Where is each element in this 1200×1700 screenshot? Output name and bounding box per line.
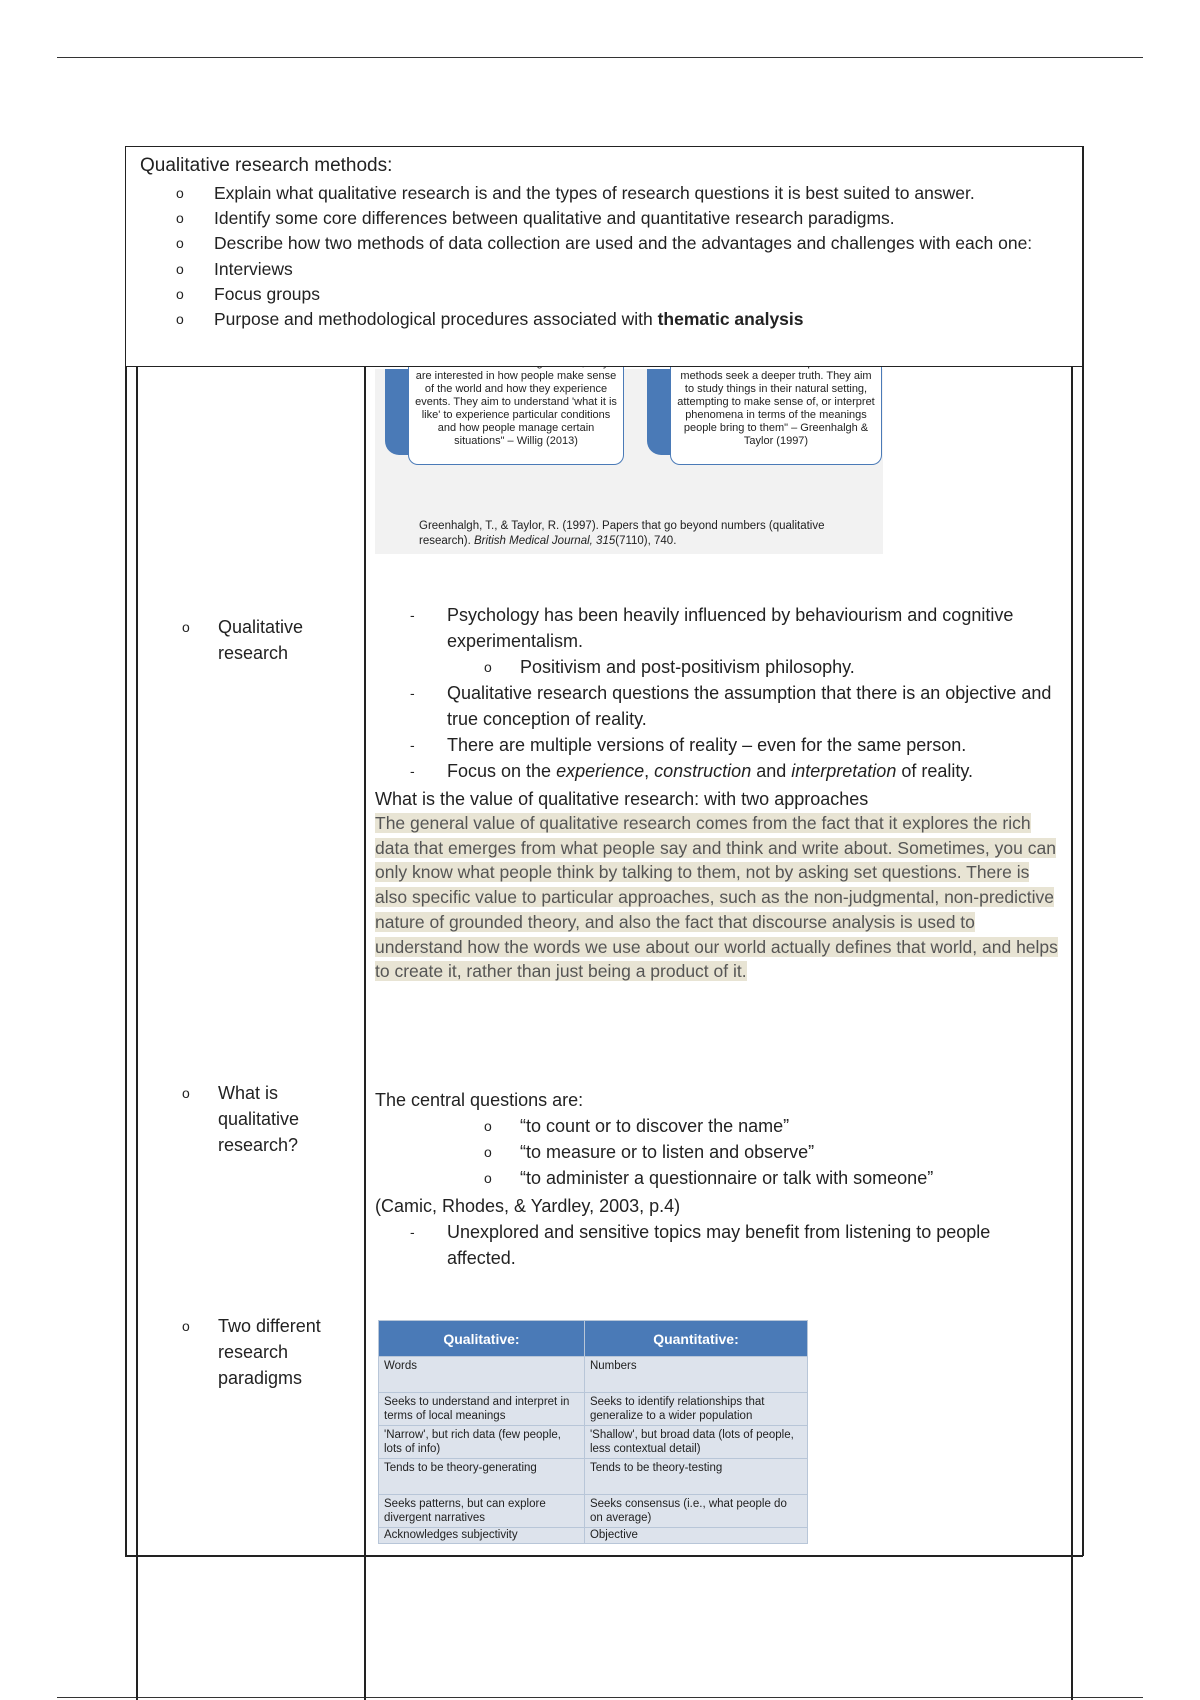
list-item: o “to count or to discover the name” [410,1113,1060,1139]
central-questions-list [410,1113,1060,1191]
paradigms-comparison-table [378,1320,808,1544]
table-cell: Seeks consensus (i.e., what people do on average) [584,1495,807,1528]
table-cell: Seeks to understand and interpret in terms of local meanings [379,1393,585,1426]
list-item: o “to administer a questionnaire or talk with someone” [410,1165,1060,1191]
table-cell: 'Shallow', but broad data (lots of people, less contextual detail) [584,1426,807,1459]
table-column-divider [364,367,366,1700]
table-cell: Seeks patterns, but can explore divergent narratives [379,1495,585,1528]
table-header-quantitative: Quantitative: [584,1321,807,1357]
objective-bold-term: thematic analysis [657,308,804,329]
objective-item: o Explain what qualitative research is and the types of research questions it is best suited to answer. [176,181,1036,206]
central-questions-intro: The central questions are: [375,1090,584,1110]
circle-bullet-icon: o [182,1085,190,1101]
circle-bullet-icon: o [176,285,184,302]
table-cell: 'Narrow', but rich data (few people, lots of info) [379,1426,585,1459]
list-item: - There are multiple versions of reality – even for the same person. [410,732,1060,758]
list-item: - Focus on the experience, construction and interpretation of reality. [410,758,1060,784]
circle-bullet-icon: o [182,1318,190,1334]
circle-bullet-icon: o [484,1170,492,1186]
dash-bullet-icon: - [410,763,415,779]
circle-bullet-icon: o [176,185,184,201]
circle-bullet-icon: o [176,210,184,226]
circle-bullet-icon: o [176,260,184,277]
table-row [379,1393,808,1426]
table-row [379,1495,808,1528]
value-highlighted-text: The general value of qualitative research comes from the fact that it explores the rich data that emerges from what people say and think and write about. Sometimes, you can only know what people think by talking to them, not by asking set questions. There is also specific value to particular approaches, such as the non-judgmental, non-predictive nature of grounded theory, and also the fact that discourse analysis is used to understand how the words we use about our world actually defines that world, and helps to create it, rather than just being a product of it. [375,813,1058,982]
dash-bullet-icon: - [410,1224,415,1240]
header-rule [57,57,1143,58]
objective-item: o Focus groups [176,282,1036,307]
table-row [379,1528,808,1544]
list-item: - Qualitative research questions the assumption that there is an objective and true conception of reality. [410,680,1060,732]
table-row [379,1357,808,1393]
objectives-title: Qualitative research methods: [140,155,393,176]
table-clip-mask [370,1557,820,1617]
value-heading: What is the value of qualitative research: with two approaches [375,789,869,809]
left-label-qualitative-research: o Qualitative research [182,614,362,666]
table-cell: Tends to be theory-generating [379,1459,585,1495]
table-cell: Tends to be theory-testing [584,1459,807,1495]
objective-item: o Purpose and methodological procedures associated with thematic analysis [176,307,1036,332]
what-is-note [410,1219,1060,1271]
list-item: - Unexplored and sensitive topics may benefit from listening to people affected. [410,1219,1060,1271]
dash-bullet-icon: - [410,685,415,701]
quote-card-right: methods seek a deeper truth. They aim to study things in their natural setting, attempting to make sense of, or interpret phenomena in terms of the meanings people bring to them" – Greenhalgh & Taylor (1997) [670,355,882,465]
qualitative-research-bullets [410,602,1060,784]
objectives-box [125,146,1083,367]
objective-item: o Identify some core differences between qualitative and quantitative research paradigms. [176,206,1036,231]
list-item: - Psychology has been heavily influenced by behaviourism and cognitive experimentalism. [410,602,1060,654]
table-cell: Numbers [584,1357,807,1393]
circle-bullet-icon: o [176,310,184,327]
table-row [379,1426,808,1459]
table-border-right-inner [1071,367,1073,1700]
table-header-qualitative: Qualitative: [379,1321,585,1357]
circle-bullet-icon: o [182,619,190,635]
table-border-left-inner [136,367,138,1700]
table-cell: Objective [584,1528,807,1544]
circle-bullet-icon: o [484,1144,492,1160]
objective-item: o Interviews [176,257,1036,282]
left-label-what-is: o What is qualitative research? [182,1080,362,1158]
list-item: o Positivism and post-positivism philosophy. [410,654,1060,680]
quote-figure-fragment [375,369,883,554]
table-cell: Acknowledges subjectivity [379,1528,585,1544]
left-label-paradigms: o Two different research paradigms [182,1313,362,1391]
quote-card-left: are interested in how people make sense of the world and how they experience events. They aim to understand 'what it is like' to experience particular conditions and how people manage certain situations" – Willig (2013) [408,355,624,465]
list-item: o “to measure or to listen and observe” [410,1139,1060,1165]
circle-bullet-icon: o [484,659,492,675]
table-row [379,1459,808,1495]
footer-rule [57,1697,1143,1698]
objective-item: o Describe how two methods of data collection are used and the advantages and challenges with each one: [176,231,1036,257]
citation: (Camic, Rhodes, & Yardley, 2003, p.4) [375,1196,681,1216]
dash-bullet-icon: - [410,737,415,753]
dash-bullet-icon: - [410,607,415,623]
circle-bullet-icon: o [176,235,184,251]
figure-reference: Greenhalgh, T., & Taylor, R. (1997). Papers that go beyond numbers (qualitative research). British Medical Journal, 315(7110), 740. [419,520,825,547]
table-cell: Seeks to identify relationships that generalize to a wider population [584,1393,807,1426]
objectives-list [176,181,1036,332]
table-cell: Words [379,1357,585,1393]
circle-bullet-icon: o [484,1118,492,1134]
